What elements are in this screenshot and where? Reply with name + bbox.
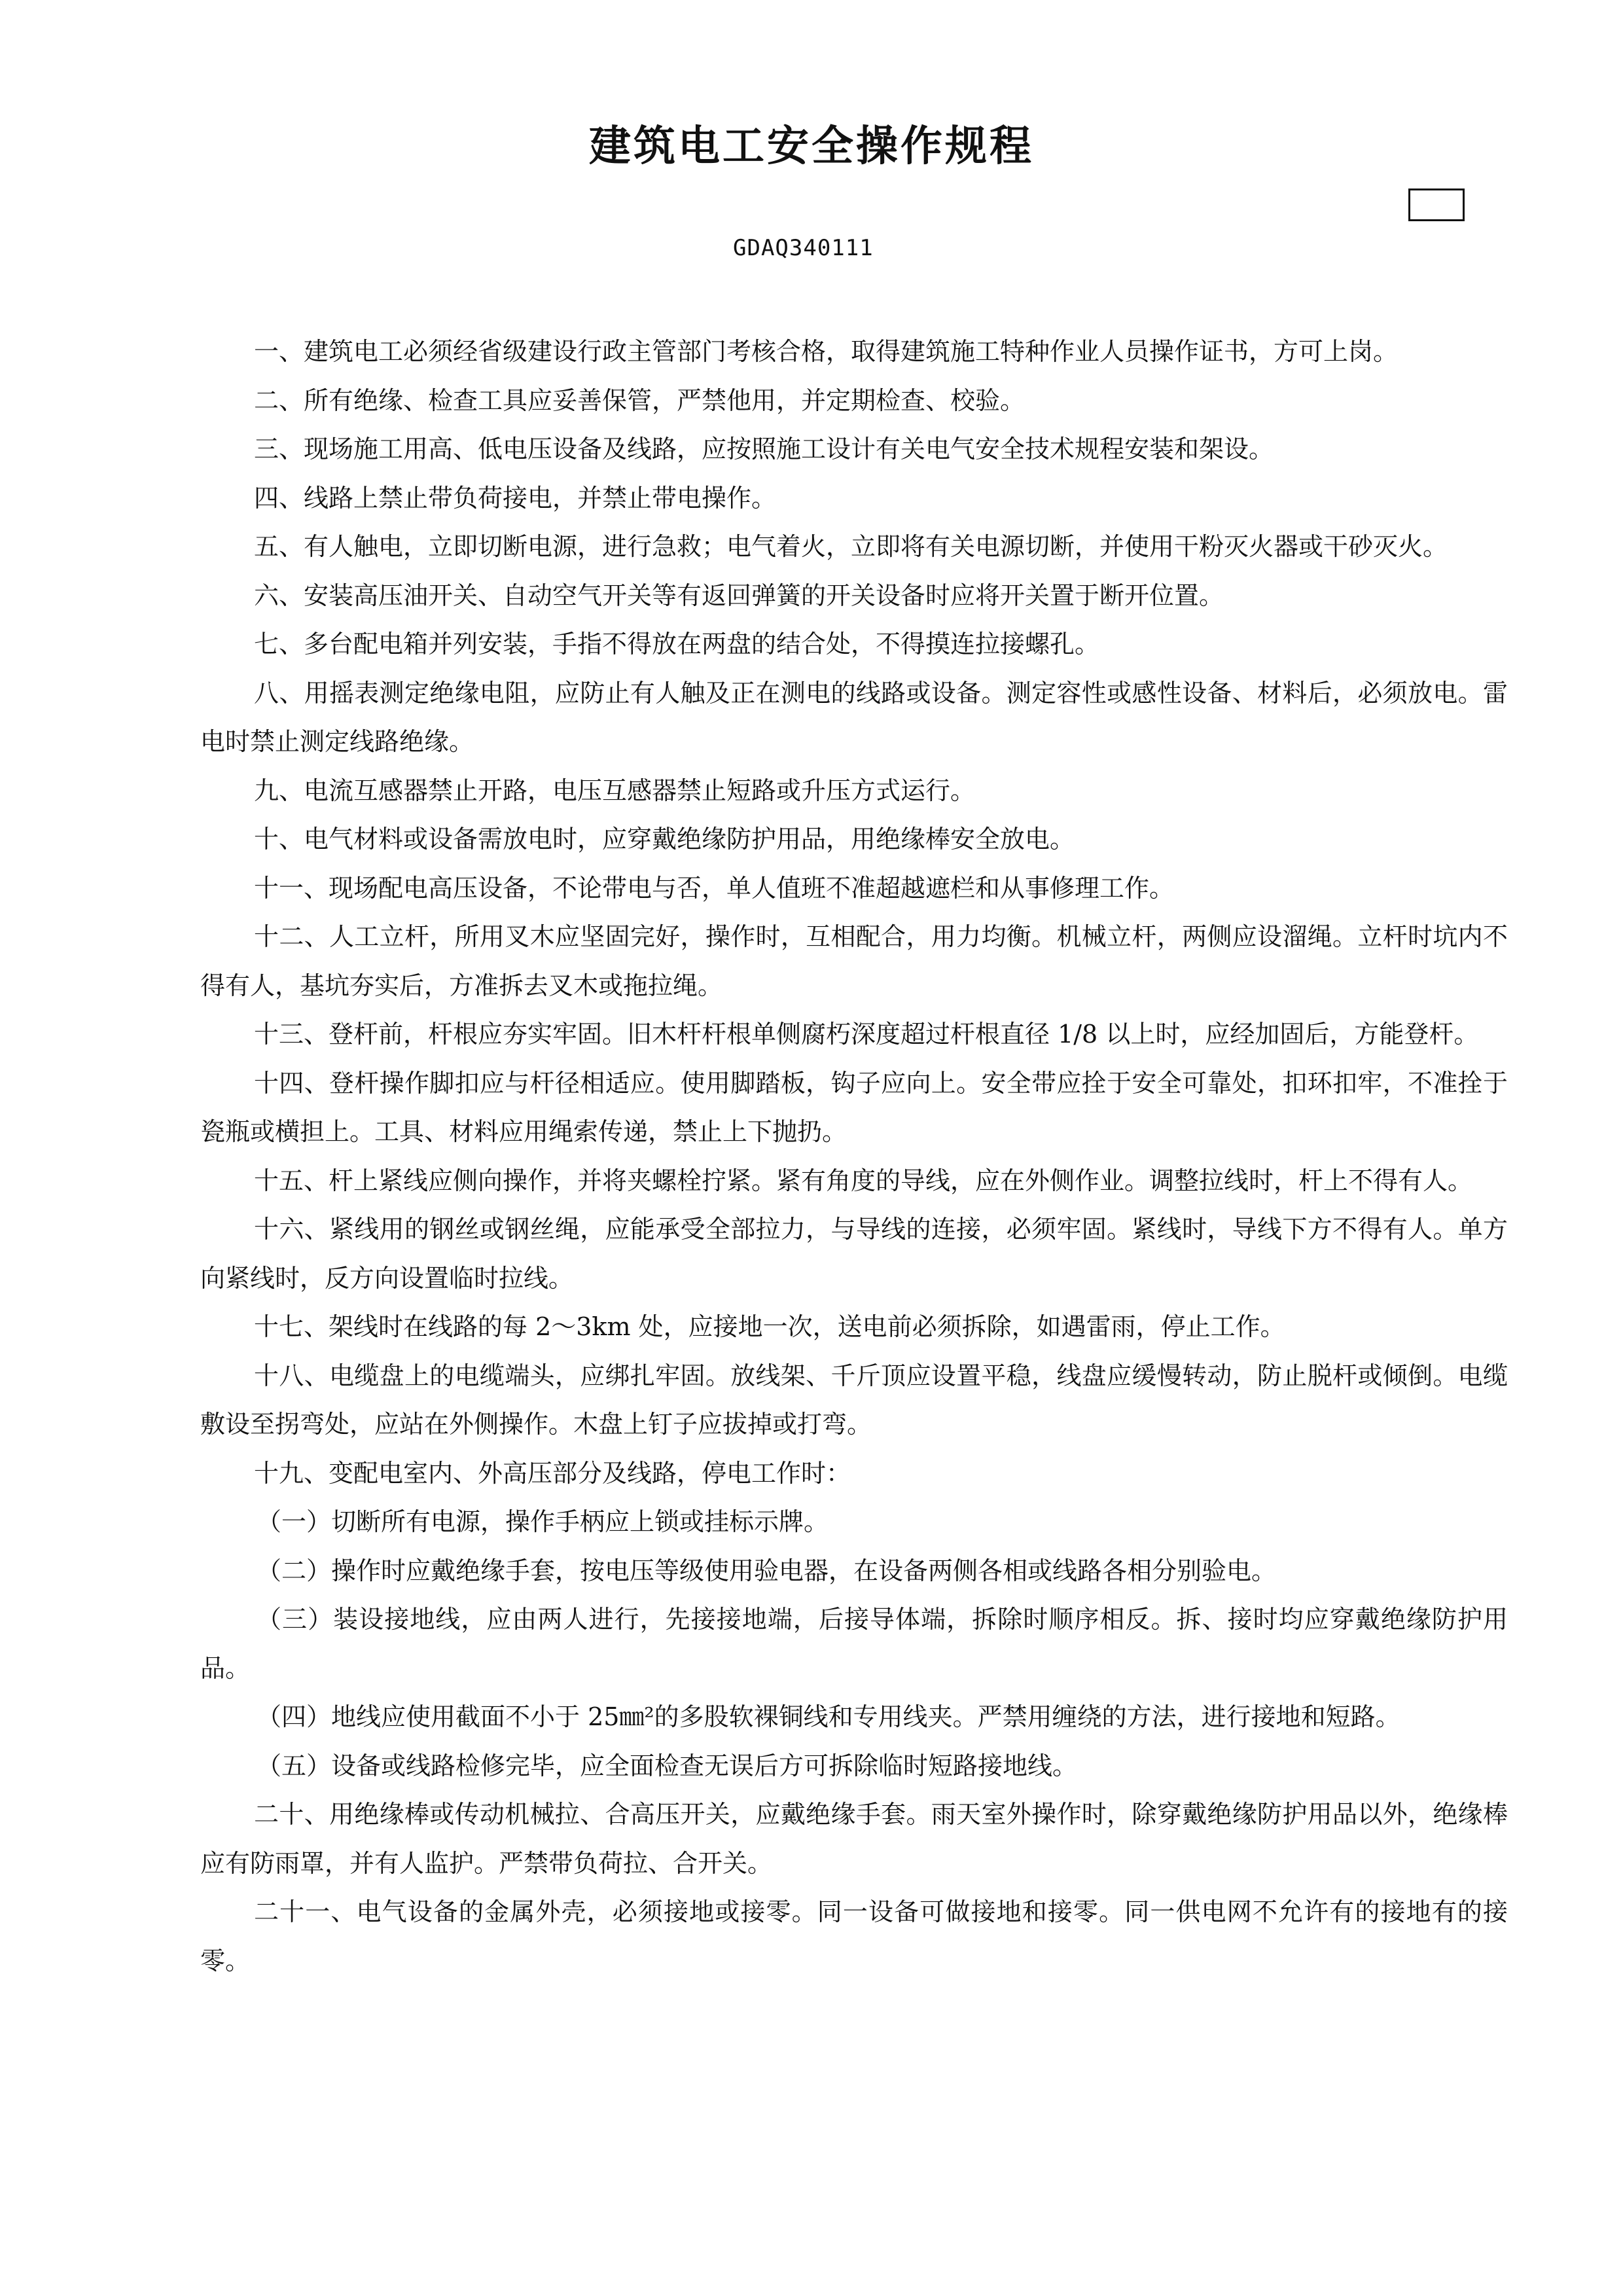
paragraph: 二、所有绝缘、检查工具应妥善保管，严禁他用，并定期检查、校验。	[254, 386, 1026, 415]
paragraph: 四、线路上禁止带负荷接电，并禁止带电操作。	[254, 483, 777, 512]
paragraph: 三、现场施工用高、低电压设备及线路，应按照施工设计有关电气安全技术规程安装和架设。	[254, 435, 1274, 463]
paragraph: 十九、变配电室内、外高压部分及线路，停电工作时：	[254, 1458, 851, 1488]
paragraph: 十、电气材料或设备需放电时，应穿戴绝缘防护用品，用绝缘棒安全放电。	[254, 825, 1075, 853]
sub-paragraph: （四）地线应使用截面不小于 25㎜²的多股软裸铜线和专用线夹。严禁用缠绕的方法，进行接地和短路。	[257, 1702, 1400, 1731]
paragraph: 五、有人触电，立即切断电源，进行急救；电气着火，立即将有关电源切断，并使用干粉灭火器或干砂灭火。	[254, 532, 1448, 561]
sub-paragraph: （二）操作时应戴绝缘手套，按电压等级使用验电器，在设备两侧各相或线路各相分别验电。	[257, 1556, 1277, 1585]
paragraph: 二十一、电气设备的金属外壳，必须接地或接零。同一设备可做接地和接零。同一供电网不允许有的接地有的接零。	[200, 1897, 1508, 1975]
blank-box	[1408, 188, 1465, 221]
sub-paragraph: （五）设备或线路检修完毕，应全面检查无误后方可拆除临时短路接地线。	[257, 1751, 1078, 1780]
document-title: 建筑电工安全操作规程	[589, 122, 1034, 171]
document-body	[200, 327, 1508, 1985]
paragraph: 八、用摇表测定绝缘电阻，应防止有人触及正在测电的线路或设备。测定容性或感性设备、材料后，必须放电。雷电时禁止测定线路绝缘。	[200, 678, 1508, 756]
sub-paragraph: （一）切断所有电源，操作手柄应上锁或挂标示牌。	[257, 1507, 829, 1536]
paragraph: 七、多台配电箱并列安装，手指不得放在两盘的结合处，不得摸连拉接螺孔。	[254, 630, 1100, 658]
paragraph: 十七、架线时在线路的每 2～3km 处，应接地一次，送电前必须拆除，如遇雷雨，停止工作。	[254, 1312, 1285, 1341]
paragraph: 十六、紧线用的钢丝或钢丝绳，应能承受全部拉力，与导线的连接，必须牢固。紧线时，导线下方不得有人。单方向紧线时，反方向设置临时拉线。	[200, 1215, 1508, 1293]
sub-paragraph: （三）装设接地线，应由两人进行，先接接地端，后接导体端，拆除时顺序相反。拆、接时均应穿戴绝缘防护用品。	[200, 1605, 1508, 1683]
paragraph: 二十、用绝缘棒或传动机械拉、合高压开关，应戴绝缘手套。雨天室外操作时，除穿戴绝缘防护用品以外，绝缘棒应有防雨罩，并有人监护。严禁带负荷拉、合开关。	[200, 1800, 1508, 1878]
paragraph: 十五、杆上紧线应侧向操作，并将夹螺栓拧紧。紧有角度的导线，应在外侧作业。调整拉线时，杆上不得有人。	[254, 1166, 1473, 1195]
document-code: GDAQ340111	[733, 235, 874, 261]
paragraph: 十三、登杆前，杆根应夯实牢固。旧木杆杆根单侧腐朽深度超过杆根直径 1/8 以上时，应经加固后，方能登杆。	[254, 1020, 1479, 1049]
paragraph: 一、建筑电工必须经省级建设行政主管部门考核合格，取得建筑施工特种作业人员操作证书，方可上岗。	[254, 337, 1399, 366]
paragraph: 十四、登杆操作脚扣应与杆径相适应。使用脚踏板，钩子应向上。安全带应拴于安全可靠处，扣环扣牢，不准拴于瓷瓶或横担上。工具、材料应用绳索传递，禁止上下抛扔。	[200, 1068, 1508, 1146]
paragraph: 十一、现场配电高压设备，不论带电与否，单人值班不准超越遮栏和从事修理工作。	[254, 873, 1175, 903]
paragraph: 九、电流互感器禁止开路，电压互感器禁止短路或升压方式运行。	[254, 776, 976, 805]
paragraph: 十二、人工立杆，所用叉木应坚固完好，操作时，互相配合，用力均衡。机械立杆，两侧应设溜绳。立杆时坑内不得有人，基坑夯实后，方准拆去叉木或拖拉绳。	[200, 922, 1508, 1000]
paragraph: 六、安装高压油开关、自动空气开关等有返回弹簧的开关设备时应将开关置于断开位置。	[254, 581, 1224, 610]
paragraph: 十八、电缆盘上的电缆端头，应绑扎牢固。放线架、千斤顶应设置平稳，线盘应缓慢转动，防止脱杆或倾倒。电缆敷设至拐弯处，应站在外侧操作。木盘上钉子应拔掉或打弯。	[200, 1361, 1508, 1439]
